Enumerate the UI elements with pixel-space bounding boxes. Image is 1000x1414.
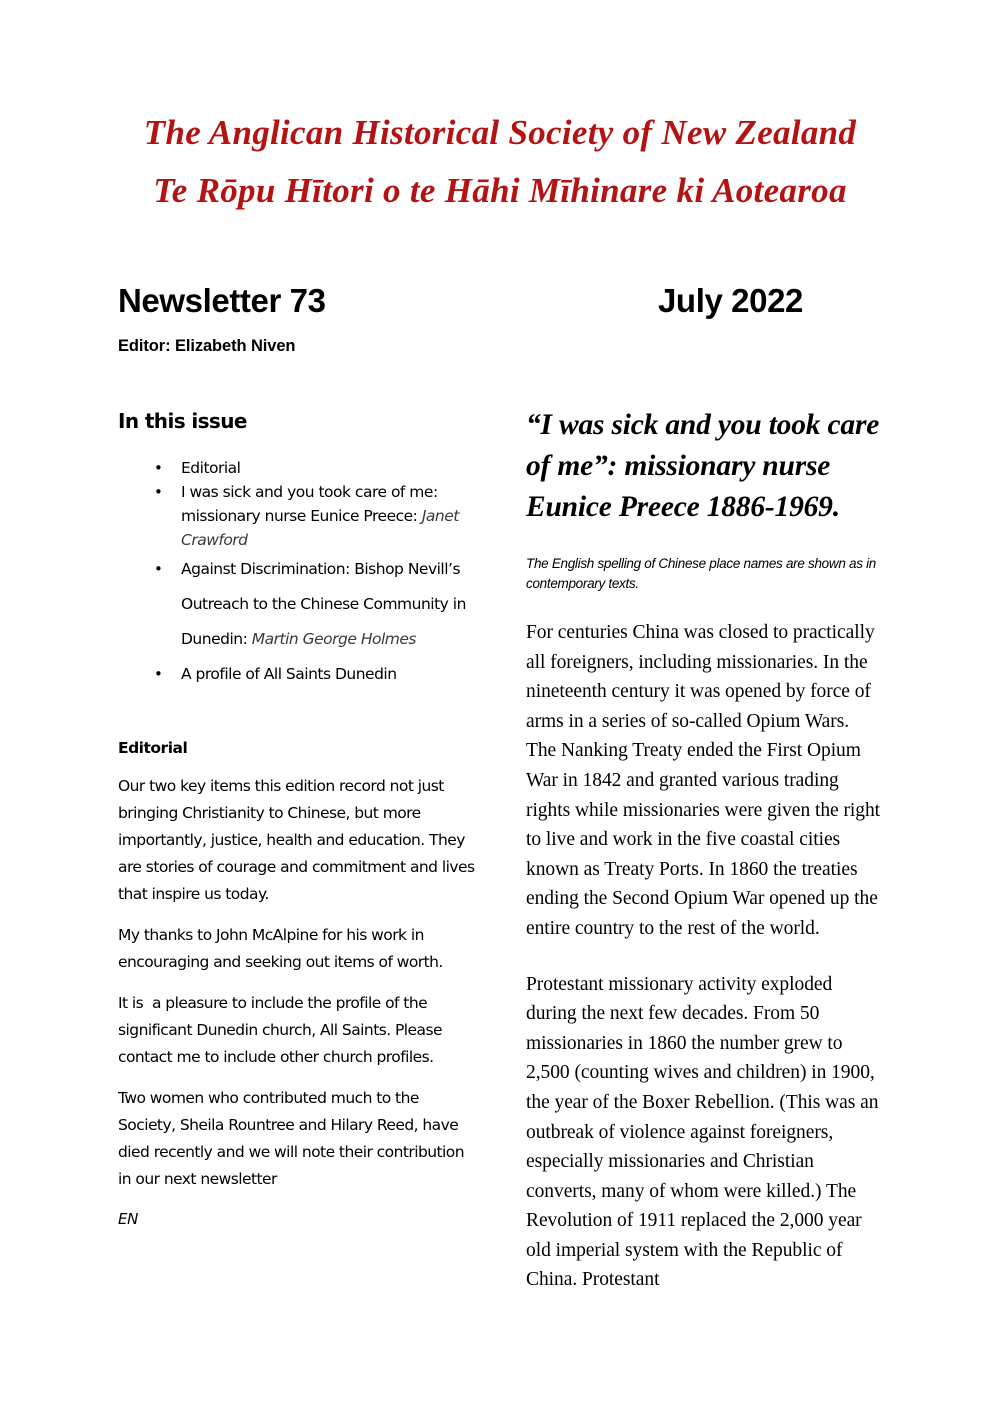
right-column	[526, 405, 882, 1321]
issue-header-row	[118, 282, 803, 320]
editorial-signature: EN	[118, 1210, 138, 1228]
toc-item-author: Martin George Holmes	[251, 630, 416, 648]
article-paragraph: Protestant missionary activity exploded during the next few decades. From 50 missionaries in 1860 the number grew to 2,500 (counting wives and children) in 1900, the year of the Boxer Rebellion. (This was an outbreak of violence against foreigners, especially missionaries and Christian converts, many of whom were killed.) The Revolution of 1911 replaced the 2,000 year old imperial system with the Republic of China. Protestant	[526, 973, 879, 1291]
toc-item-author: Janet Crawford	[181, 507, 459, 549]
editor-credit: Editor: Elizabeth Niven	[118, 337, 296, 355]
list-item[interactable]	[118, 480, 478, 552]
editorial-heading: Editorial	[118, 739, 188, 757]
toc-item-title: A profile of All Saints Dunedin	[181, 665, 397, 683]
issue-number: Newsletter 73	[118, 282, 326, 319]
article-paragraph: For centuries China was closed to practically all foreigners, including missionaries. In the nineteenth century it was opened by force of arms in a series of so-called Opium Wars. The Nanking Treaty ended the First Opium War in 1842 and granted various trading rights while missionaries were given the right to live and work in the five coastal cities known as Treaty Ports. In 1860 the treaties ending the Second Opium War opened up the entire country to the rest of the world.	[526, 622, 881, 939]
toc-item-title: I was sick and you took care of me: missionary nurse Eunice Preece:	[181, 483, 438, 525]
list-item[interactable]	[118, 657, 478, 692]
issue-date: July 2022	[657, 282, 803, 319]
editorial-paragraph: Two women who contributed much to the Society, Sheila Rountree and Hilary Reed, have died recently and we will note their contribution in our next newsletter	[118, 1089, 469, 1188]
article-title: “I was sick and you took care of me”: missionary nurse Eunice Preece 1886-1969.	[526, 409, 880, 523]
toc-item-title: Editorial	[181, 459, 241, 477]
article-note: The English spelling of Chinese place names are shown as in contemporary texts.	[526, 556, 877, 591]
list-item[interactable]	[118, 456, 478, 480]
in-this-issue-heading: In this issue	[118, 409, 247, 433]
left-column	[118, 408, 478, 1231]
table-of-contents	[118, 456, 478, 692]
masthead-line-english: The Anglican Historical Society of New Zealand	[143, 113, 857, 152]
editorial-paragraph: It is a pleasure to include the profile of the significant Dunedin church, All Saints. Please contact me to include other church profiles.	[118, 994, 447, 1066]
masthead-line-maori: Te Rōpu Hītori o te Hāhi Mīhinare ki Aotearoa	[153, 171, 847, 210]
list-item[interactable]	[118, 552, 478, 657]
masthead	[0, 104, 1000, 220]
toc-item-title: Against Discrimination: Bishop Nevill’s Outreach to the Chinese Community in Dunedin:	[181, 560, 466, 648]
editorial-paragraph: My thanks to John McAlpine for his work in encouraging and seeking out items of worth.	[118, 926, 443, 971]
editorial-paragraph: Our two key items this edition record not just bringing Christianity to Chinese, but more importantly, justice, health and education. They are stories of courage and commitment and lives that inspire us today.	[118, 777, 479, 903]
